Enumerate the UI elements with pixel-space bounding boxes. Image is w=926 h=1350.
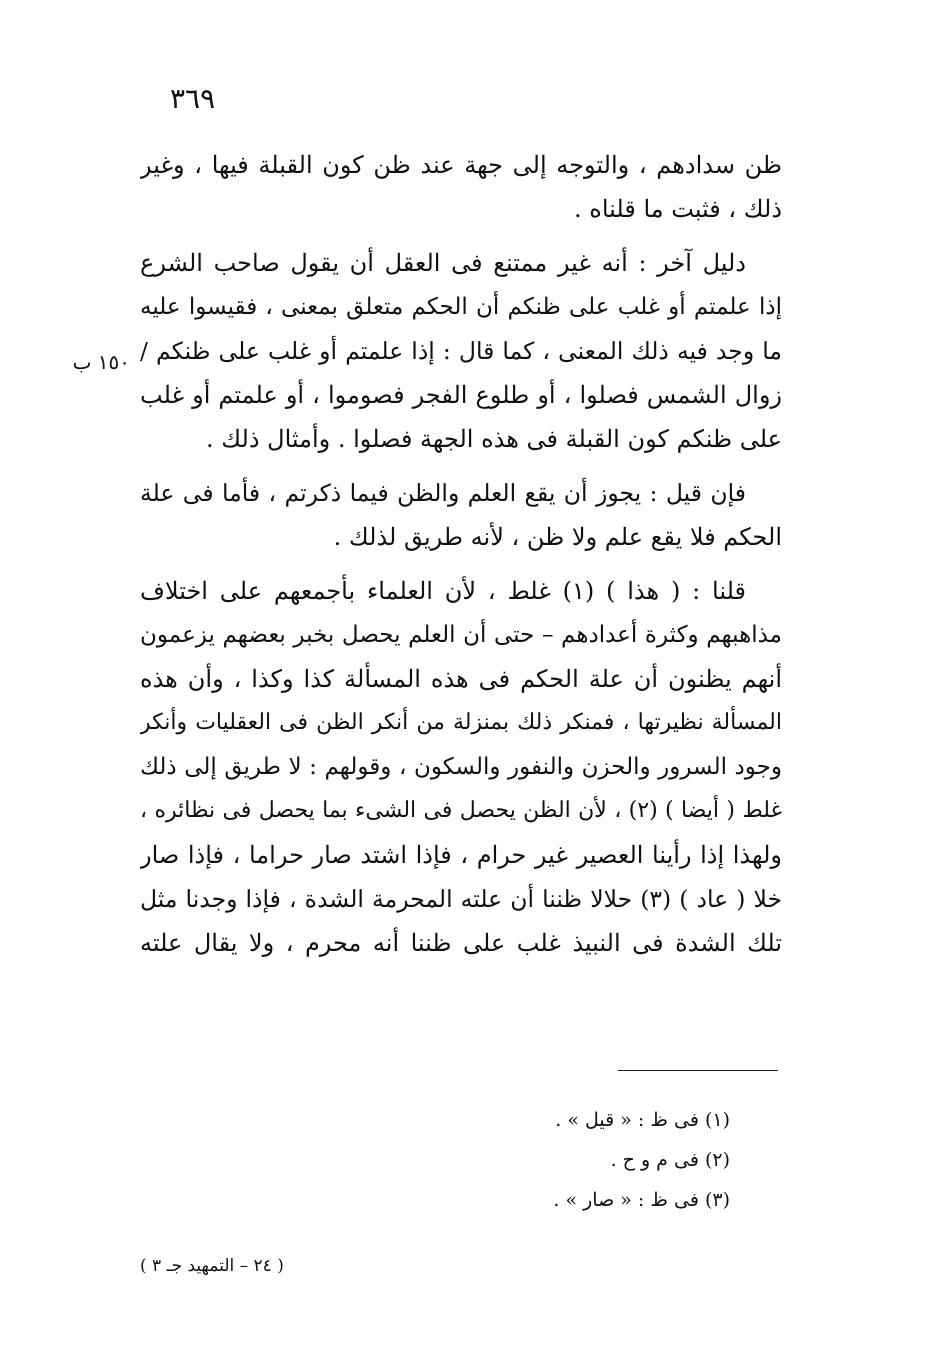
text-line: دليل آخر : أنه غير ممتنع فى العقل أن يقول صاحب الشرع	[140, 249, 746, 277]
footnotes	[440, 1100, 730, 1220]
text-line: قلنا : ( هذا ) (١) غلط ، لأن العلماء بأجمعهم على اختلاف	[140, 577, 747, 605]
paragraph	[140, 143, 782, 231]
text-line: غلط ( أيضا ) (٢) ، لأن الظن يحصل فى الشىء بما يحصل فى نظائره ،	[140, 798, 782, 823]
text-line: أنهم يظنون أن علة الحكم فى هذه المسألة كذا وكذا ، وأن هذه	[140, 665, 782, 693]
text-line: ظن سدادهم ، والتوجه إلى جهة عند ظن كون القبلة فيها ، وغير	[140, 151, 782, 179]
text-line: وجود السرور والحزن والنفور والسكون ، وقولهم : لا طريق إلى ذلك	[140, 754, 782, 780]
text-line: ما وجد فيه ذلك المعنى ، كما قال : إذا علمتم أو غلب على ظنكم /	[140, 337, 782, 365]
text-line: زوال الشمس فصلوا ، أو طلوع الفجر فصوموا ، أو علمتم أو غلب	[140, 381, 782, 409]
page-number: ٣٦٩	[170, 82, 216, 115]
text-line: الحكم فلا يقع علم ولا ظن ، لأنه طريق لذلك .	[333, 523, 782, 551]
footnote-divider	[618, 1070, 778, 1071]
paragraph	[140, 471, 782, 559]
text-line: ولهذا إذا رأينا العصير غير حرام ، فإذا اشتد صار حراما ، فإذا صار	[140, 841, 782, 869]
footnote: (١) فى ظ : « قيل » .	[555, 1109, 730, 1131]
text-line: إذا علمتم أو غلب على ظنكم أن الحكم متعلق بمعنى ، فقيسوا عليه	[140, 294, 782, 320]
paragraph	[140, 569, 782, 965]
text-line: مذاهبهم وكثرة أعدادهم – حتى أن العلم يحصل بخبر بعضهم يزعمون	[140, 622, 782, 648]
printer-signature: ( ٢٤ – التمهيد جـ ٣ )	[140, 1256, 284, 1276]
paragraph	[140, 241, 782, 461]
text-line: خلا ( عاد ) (٣) حلالا ظننا أن علته المحرمة الشدة ، فإذا وجدنا مثل	[140, 885, 782, 913]
main-text	[140, 143, 782, 975]
text-line: المسألة نظيرتها ، فمنكر ذلك بمنزلة من أنكر الظن فى العقليات وأنكر	[140, 710, 782, 735]
text-line: ذلك ، فثبت ما قلناه .	[574, 195, 782, 223]
text-line: على ظنكم كون القبلة فى هذه الجهة فصلوا . وأمثال ذلك .	[206, 425, 782, 453]
text-line: تلك الشدة فى النبيذ غلب على ظننا أنه محرم ، ولا يقال علته	[140, 929, 782, 957]
footnote: (٣) فى ظ : « صار » .	[553, 1189, 730, 1211]
text-line: فإن قيل : يجوز أن يقع العلم والظن فيما ذكرتم ، فأما فى علة	[140, 479, 746, 507]
margin-folio-note: ١٥٠ ب	[72, 350, 130, 374]
footnote: (٢) فى م و ح .	[610, 1149, 730, 1171]
